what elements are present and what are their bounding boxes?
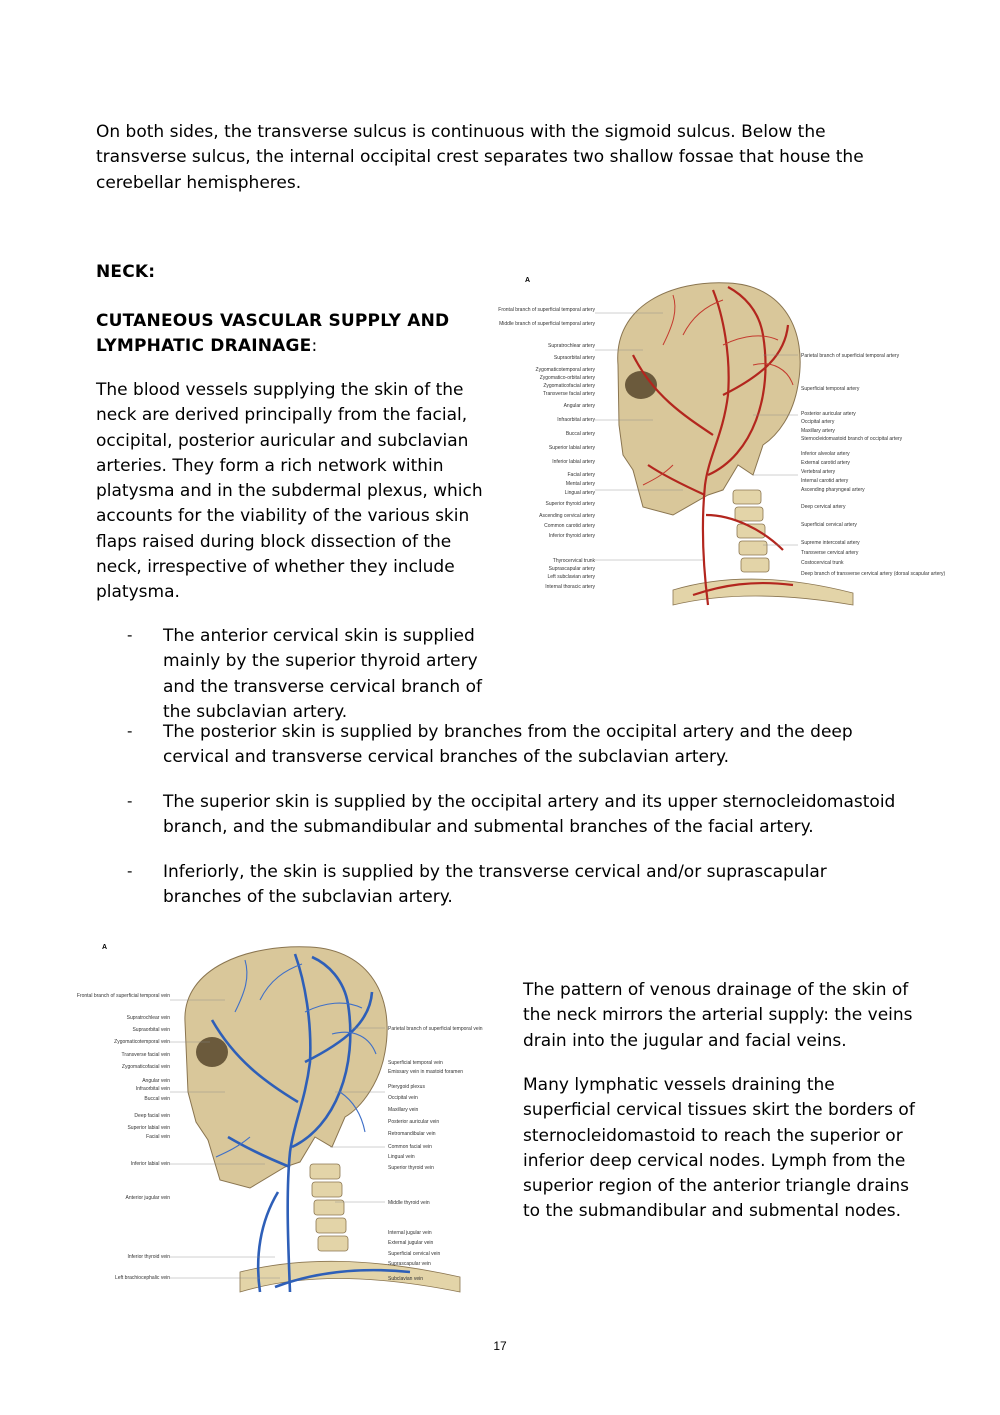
- bullet-dash: -: [127, 792, 133, 810]
- intro-paragraph: On both sides, the transverse sulcus is continuous with the sigmoid sulcus. Below the transverse sulcus, the internal occipital crest separates two shallow fossae that house the cerebellar hemispheres.: [96, 122, 864, 193]
- artery-label: Superficial temporal artery: [801, 386, 860, 392]
- blood-supply-paragraph: The blood vessels supplying the skin of the neck are derived principally from the facial, occipital, posterior auricular and subclavian arteries. They form a rich network within platysma and in the subdermal plexus, which accounts for the viability of the various skin flaps raised during block dissection of the neck, irrespective of whether they include platysma.: [96, 380, 483, 603]
- artery-label: Buccal artery: [565, 431, 595, 437]
- artery-label: Superior thyroid artery: [545, 501, 595, 507]
- vein-label: Posterior auricular vein: [388, 1119, 440, 1125]
- vein-label: Internal jugular vein: [388, 1230, 432, 1236]
- artery-label: Supreme intercostal artery: [801, 540, 860, 546]
- artery-label: Superficial cervical artery: [801, 522, 857, 528]
- bullet-item: The anterior cervical skin is supplied mainly by the superior thyroid artery and the transverse cervical branch of the subclavian artery.: [163, 626, 482, 722]
- artery-label: Transverse facial artery: [542, 391, 595, 397]
- artery-label: Supratrochlear artery: [548, 343, 595, 349]
- artery-label: Costocervical trunk: [801, 560, 844, 566]
- vein-label: Supratrochlear vein: [126, 1015, 170, 1021]
- subheading-bold: CUTANEOUS VASCULAR SUPPLY AND LYMPHATIC DRAINAGE: [96, 311, 450, 357]
- subheading: [96, 309, 486, 360]
- artery-label: Inferior thyroid artery: [548, 533, 595, 539]
- artery-label: Common carotid artery: [544, 523, 595, 529]
- artery-label: Deep cervical artery: [801, 504, 846, 510]
- vein-label: Emissary vein in mastoid foramen: [388, 1069, 464, 1075]
- orbit-shape: [196, 1037, 228, 1067]
- artery-left-labels: [498, 307, 595, 590]
- vein-label: Angular vein: [142, 1078, 170, 1084]
- vein-left-labels: [77, 993, 170, 1281]
- bullet-dash: -: [127, 626, 133, 644]
- vein-label: Facial vein: [146, 1134, 170, 1140]
- vein-label: Supraorbital vein: [132, 1027, 170, 1033]
- vein-label: Superior labial vein: [127, 1125, 170, 1131]
- artery-label: Middle branch of superficial temporal artery: [499, 321, 595, 327]
- artery-label: Inferior alveolar artery: [801, 451, 850, 457]
- vein-figure: [76, 942, 500, 1302]
- cervical-spine: [240, 1164, 460, 1292]
- section-heading: NECK:: [96, 262, 156, 282]
- artery-figure-letter: A: [525, 277, 531, 284]
- artery-label: Sternocleidomastoid branch of occipital artery: [801, 436, 903, 442]
- artery-label: Supraorbital artery: [553, 355, 595, 361]
- artery-label: Zygomaticotemporal artery: [535, 367, 595, 373]
- artery-right-labels: [801, 353, 946, 577]
- page-number: 17: [493, 1339, 507, 1353]
- vein-label: Inferior labial vein: [130, 1161, 170, 1167]
- artery-label: Lingual artery: [564, 490, 595, 496]
- vein-label: Superior thyroid vein: [388, 1165, 434, 1171]
- artery-label: Frontal branch of superficial temporal artery: [498, 307, 595, 313]
- vein-illustration: [76, 942, 500, 1302]
- subheading-colon: :: [311, 336, 318, 357]
- vein-label: Maxillary vein: [388, 1107, 419, 1113]
- vein-label: Zygomaticofacial vein: [121, 1064, 170, 1070]
- vein-label: Frontal branch of superficial temporal vein: [76, 993, 170, 999]
- vein-label: Middle thyroid vein: [388, 1200, 430, 1206]
- artery-label: Infraorbital artery: [557, 417, 595, 423]
- vein-label: Superficial cervical vein: [388, 1251, 441, 1257]
- artery-label: Posterior auricular artery: [801, 411, 856, 417]
- artery-label: Occipital artery: [801, 419, 835, 425]
- vein-label: Common facial vein: [388, 1144, 432, 1150]
- artery-label: Maxillary artery: [801, 428, 835, 434]
- artery-label: Inferior labial artery: [552, 459, 595, 465]
- artery-figure: [498, 275, 946, 611]
- vein-label: Parietal branch of superficial temporal vein: [388, 1026, 483, 1032]
- artery-label: Deep branch of transverse cervical artery (dorsal scapular artery): [801, 571, 946, 577]
- bullet-dash: -: [127, 722, 133, 740]
- artery-label: Ascending cervical artery: [539, 513, 595, 519]
- vein-label: Inferior thyroid vein: [127, 1254, 170, 1260]
- artery-label: Transverse cervical artery: [801, 550, 859, 556]
- artery-label: Thyrocervical trunk: [552, 558, 595, 564]
- vein-label: Anterior jugular vein: [125, 1195, 170, 1201]
- artery-illustration: [498, 275, 946, 611]
- artery-label: Internal carotid artery: [801, 478, 849, 484]
- vein-label: External jugular vein: [388, 1240, 434, 1246]
- bullet-item: Inferiorly, the skin is supplied by the transverse cervical and/or suprascapular branches of the subclavian artery.: [163, 862, 827, 908]
- artery-label: Parietal branch of superficial temporal artery: [801, 353, 900, 359]
- vein-figure-letter: A: [102, 944, 108, 951]
- artery-label: Internal thoracic artery: [545, 584, 595, 590]
- bullet-item: The superior skin is supplied by the occipital artery and its upper sternocleidomastoid branch, and the submandibular and submental branches of the facial artery.: [163, 792, 896, 838]
- vein-label: Superficial temporal vein: [388, 1060, 443, 1066]
- vein-label: Retromandibular vein: [388, 1131, 436, 1137]
- artery-label: Mental artery: [565, 481, 595, 487]
- vein-right-labels: [388, 1026, 483, 1282]
- artery-label: Ascending pharyngeal artery: [801, 487, 865, 493]
- vein-label: Subclavian vein: [388, 1276, 424, 1282]
- artery-label: Left subclavian artery: [547, 574, 595, 580]
- artery-label: Zygomaticofacial artery: [543, 383, 595, 389]
- artery-label: External carotid artery: [801, 460, 850, 466]
- artery-label: Superior labial artery: [548, 445, 595, 451]
- vein-label: Infraorbital vein: [135, 1086, 170, 1092]
- artery-label: Angular artery: [563, 403, 595, 409]
- artery-label: Zygomatico-orbital artery: [539, 375, 595, 381]
- lymph-paragraph: Many lymphatic vessels draining the superficial cervical tissues skirt the borders of sternocleidomastoid to reach the superior or inferior deep cervical nodes. Lymph from the superior region of the anterior triangle drains to the submandibular and submental nodes.: [523, 1075, 915, 1222]
- artery-label: Vertebral artery: [801, 469, 836, 475]
- venous-paragraph: The pattern of venous drainage of the skin of the neck mirrors the arterial supply: the veins drain into the jugular and facial veins.: [523, 980, 913, 1051]
- vein-label: Left brachiocephalic vein: [114, 1275, 170, 1281]
- artery-label: Suprascapular artery: [548, 566, 595, 572]
- vein-label: Deep facial vein: [134, 1113, 170, 1119]
- vein-label: Buccal vein: [144, 1096, 170, 1102]
- vein-label: Suprascapular vein: [388, 1261, 431, 1267]
- bullet-dash: -: [127, 862, 133, 880]
- vein-label: Zygomaticotemporal vein: [114, 1039, 170, 1045]
- vein-label: Lingual vein: [388, 1154, 415, 1160]
- bullet-item: The posterior skin is supplied by branches from the occipital artery and the deep cervical and transverse cervical branches of the subclavian artery.: [163, 722, 853, 768]
- vein-label: Occipital vein: [388, 1095, 418, 1101]
- vein-label: Transverse facial vein: [121, 1052, 170, 1058]
- artery-label: Facial artery: [567, 472, 595, 478]
- vein-label: Pterygoid plexus: [388, 1084, 425, 1090]
